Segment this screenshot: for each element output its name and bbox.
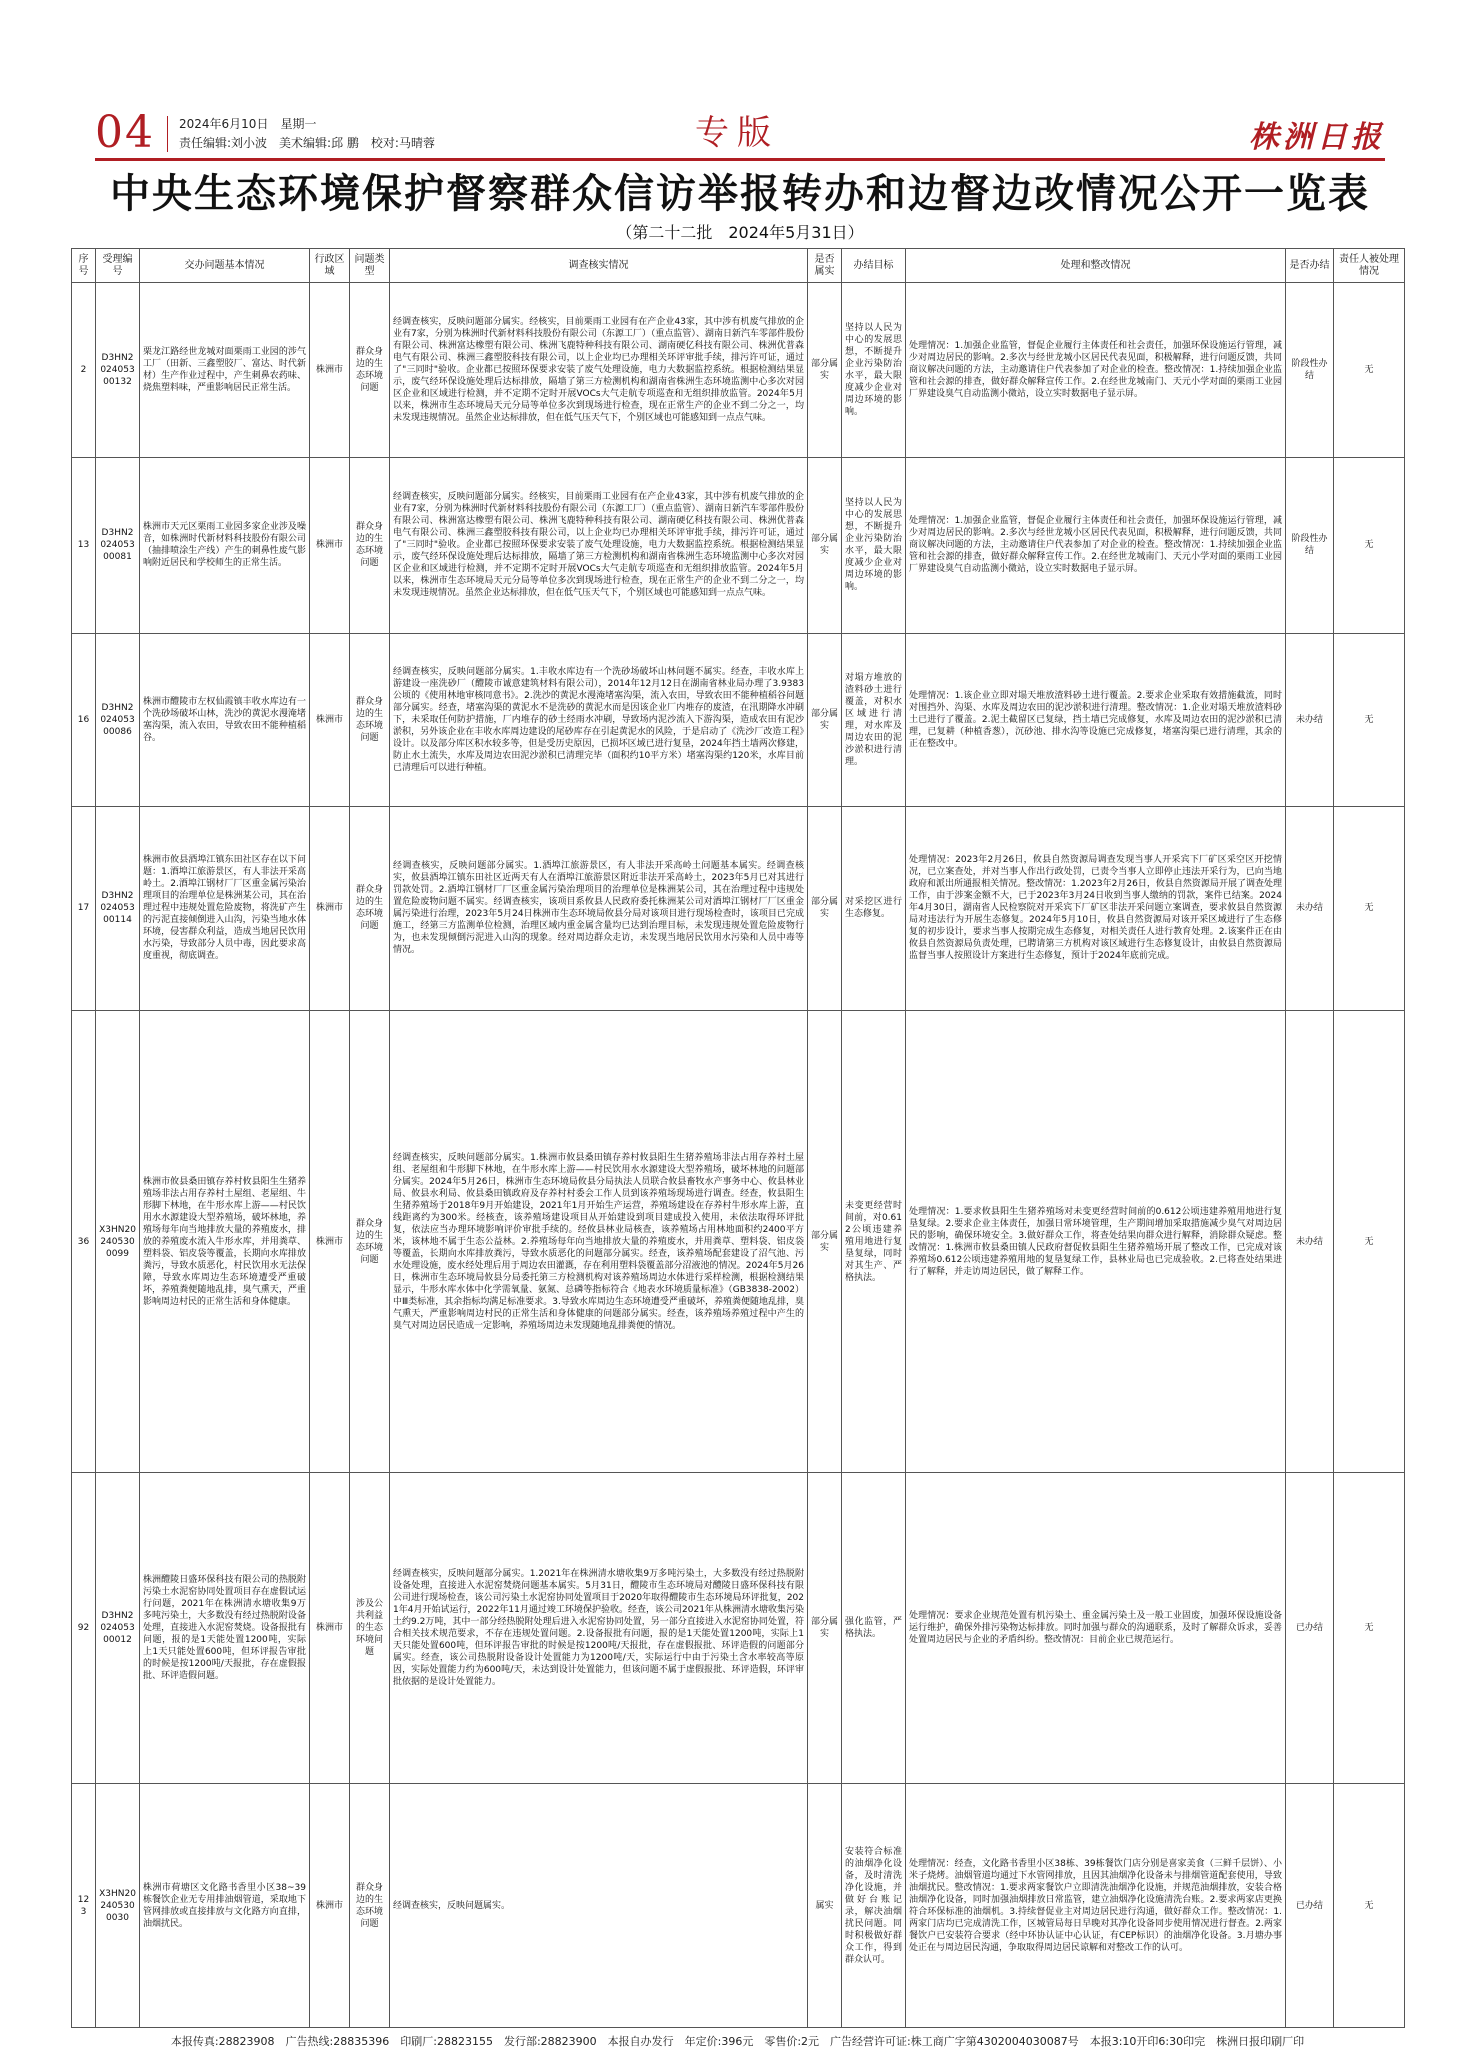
cell-accountability: 无	[1334, 283, 1405, 458]
cell-type: 涉及公共利益的生态环境问题	[350, 1473, 390, 1784]
table-row	[72, 283, 1405, 458]
header-accountability: 责任人被处理情况	[1334, 249, 1405, 283]
cell-seq: 36	[72, 1010, 96, 1473]
cell-id: X3HN202405300030	[96, 1784, 140, 2028]
cell-accountability: 无	[1334, 806, 1405, 1010]
cell-id: D3HN202405300086	[96, 633, 140, 806]
paper-logo: 株洲日报	[1249, 120, 1385, 155]
cell-true: 部分属实	[808, 1010, 842, 1473]
cell-problem: 株洲市荷塘区文化路书香里小区38~39栋餐饮企业无专用排油烟管道，采取地下管网排放或直接排放与文化路方向直排，油烟扰民。	[140, 1784, 310, 2028]
complaints-table	[71, 248, 1405, 2028]
cell-verify: 经调查核实，反映问题属实。	[390, 1784, 808, 2028]
cell-verify: 经调查核实，反映问题部分属实。1.株洲市攸县桑田镇存养村攸县阳生生猪养殖场非法占用存养村土屋组、老屋组和牛形脚下林地，在牛形水库上游——村民饮用水水源建设大型养殖场，破坏林地的问题部分属实。2024年5月26日，株洲市生态环境局攸县分局执法人员联合攸县畜牧水产事务中心、攸县林业局、攸县水利局、攸县桑田镇政府及存养村村委会工作人员到该养殖场现场进行调查。经查，攸县阳生生猪养殖场于2018年9月开始建设，2021年1月开始生产运营，养殖场建设在存养村牛形水库上游，直线距离约为300米。经核查，该养殖场建设项目从开始建设到项目建成投入使用，未依法取得环评批复，依法应当办理环境影响评价审批手续的。经攸县林业局核查，该养殖场占用林地面积约2400平方米，该林地不属于生态公益林。2.养殖场每年向当地排放大量的养殖废水，并用粪草、塑料袋、铝皮袋等覆盖，长期向水库排放粪污，导致水质恶化的问题部分属实。经查，该养殖场配套建设了沼气池、污水处理设施，废水经处理后用于周边农田灌溉，存在利用塑料袋覆盖部分沼液池的情况。2024年5月26日，株洲市生态环境局攸县分局委托第三方检测机构对该养殖场周边水体进行采样检测，根据检测结果显示，牛形水库水体中化学需氧量、氨氮、总磷等指标符合《地表水环境质量标准》（GB3838-2002）中Ⅲ类标准，其余指标均满足标准要求。3.导致水库周边生态环境遭受严重破坏，养殖粪便随地乱排，臭气熏天，严重影响周边村民的正常生活和身体健康的问题部分属实。经查，该养殖场养殖过程中产生的臭气对周边居民造成一定影响，养殖场周边未发现随地乱排粪便的情况。	[390, 1010, 808, 1473]
cell-done: 阶段性办结	[1286, 458, 1334, 633]
cell-verify: 经调查核实，反映问题部分属实。经核实，目前栗雨工业园有在产企业43家，其中涉有机废气排放的企业有7家，分别为株洲时代新材料科技股份有限公司（东源工厂）（重点监管）、湖南日新汽车零部件股份有限公司、株洲富达橡塑有限公司、株洲飞鹿特种科技有限公司、湖南硬亿科技有限公司、株洲优普森电气有限公司、株洲三鑫塑胶科技有限公司，以上企业均已办理相关环评审批手续，排污许可证，通过了"三同时"验收。企业都已按照环保要求安装了废气处理设施，电力大数据监控系统。根据检测结果显示，废气经环保设施处理后达标排放，隔墙了第三方检测机构和湖南省株洲生态环境监测中心多次对园区企业和区域进行检测，并不定期不定时开展VOCs大气走航专项巡查和无组织排放监管。2024年5月以来，株洲市生态环境局天元分局等单位多次到现场进行检查，现在正常生产的企业不到二分之一，均未发现违规情况。虽然企业达标排放，但在低气压天气下，个别区域也可能感知到一点点气味。	[390, 283, 808, 458]
table-row	[72, 806, 1405, 1010]
page-subtitle: （第二十二批 2024年5月31日）	[616, 223, 864, 242]
cell-true: 部分属实	[808, 1473, 842, 1784]
header-true: 是否属实	[808, 249, 842, 283]
cell-done: 已办结	[1286, 1473, 1334, 1784]
cell-goal: 对采挖区进行生态修复。	[842, 806, 906, 1010]
cell-accountability: 无	[1334, 458, 1405, 633]
cell-seq: 13	[72, 458, 96, 633]
cell-done: 未办结	[1286, 806, 1334, 1010]
section-name: 专版	[695, 113, 779, 153]
cell-accountability: 无	[1334, 633, 1405, 806]
cell-done: 未办结	[1286, 1010, 1334, 1473]
cell-goal: 未变更经营时间前，对0.612公顷违建养殖用地进行复垦复绿，同时对其生产、严格执法。	[842, 1010, 906, 1473]
header-goal: 办结目标	[842, 249, 906, 283]
header-type: 问题类型	[350, 249, 390, 283]
cell-problem: 栗龙江路经世龙城对面栗雨工业园的涉气工厂（田新、三鑫塑胶厂、富达、时代新材）生产作业过程中，产生刺鼻农药味、烧焦塑料味，严重影响居民正常生活。	[140, 283, 310, 458]
cell-handling: 处理情况：1.该企业立即对塌天堆放渣料砂土进行覆盖。2.要求企业采取有效措施截流，同时对围挡外、沟渠、水库及周边农田的泥沙淤积进行清理。整改情况：1.企业对塌天堆放渣料砂土已进行了覆盖。2.泥土截留区已复绿，挡土墙已完成修复，水库及周边农田的泥沙淤积已清理，已复耕（种植香葱），沉砂池、排水沟等设施已完成修复，堵塞沟渠已进行清理，其余的正在整改中。	[906, 633, 1286, 806]
table-row	[72, 458, 1405, 633]
page-number: 04	[95, 107, 155, 158]
cell-region: 株洲市	[310, 1784, 350, 2028]
table-row	[72, 1473, 1405, 1784]
cell-accountability: 无	[1334, 1784, 1405, 2028]
cell-region: 株洲市	[310, 806, 350, 1010]
cell-region: 株洲市	[310, 1473, 350, 1784]
cell-id: D3HN202405300132	[96, 283, 140, 458]
header-handling: 处理和整改情况	[906, 249, 1286, 283]
cell-id: D3HN202405300114	[96, 806, 140, 1010]
cell-done: 已办结	[1286, 1784, 1334, 2028]
cell-type: 群众身边的生态环境问题	[350, 633, 390, 806]
cell-id: X3HN202405300099	[96, 1010, 140, 1473]
page-footer: 本报传真:28823908 广告热线:28835396 印刷厂:28823155 发行部:28823900 本报自办发行 年定价:396元 零售价:2元 广告经营许可证:株工商广字第4302004030087号 本报3:10开印6:30印完 株洲日报印刷厂印	[170, 2035, 1305, 2048]
cell-true: 部分属实	[808, 283, 842, 458]
cell-problem: 株洲市攸县酒埠江镇东田社区存在以下问题：1.酒埠江旅游景区，有人非法开采高岭土。2.酒埠江钢材厂厂区重金属污染治理项目的治理单位是株洲某公司，其在治理过程中违规处置危险废物，将洗矿产生的污泥直接倾倒进入山沟，污染当地水体环境，侵害群众利益，造成当地居民饮用水污染，导致部分人员中毒，因此要求高度重视，彻底调查。	[140, 806, 310, 1010]
page-title: 中央生态环境保护督察群众信访举报转办和边督边改情况公开一览表	[110, 170, 1370, 217]
cell-id: D3HN202405300081	[96, 458, 140, 633]
cell-accountability: 无	[1334, 1473, 1405, 1784]
cell-seq: 2	[72, 283, 96, 458]
header-problem: 交办问题基本情况	[140, 249, 310, 283]
header-seq: 序号	[72, 249, 96, 283]
table-row	[72, 1010, 1405, 1473]
cell-accountability: 无	[1334, 1010, 1405, 1473]
cell-handling: 处理情况：1.加强企业监管，督促企业履行主体责任和社会责任，加强环保设施运行管理，减少对周边居民的影响。2.多次与经世龙城小区居民代表见面，积极解释，进行问题反馈，共同商议解决问题的方法，主动邀请住户代表参加了对企业的检查。整改情况：1.持续加强企业监管和社会源的排查，做好群众解释宣传工作。2.在经世龙城南门、天元小学对面的栗雨工业园厂界建设臭气自动监测小微站，设立实时数据电子显示屏。	[906, 283, 1286, 458]
masthead	[95, 107, 1385, 158]
cell-verify: 经调查核实，反映问题部分属实。经核实，目前栗雨工业园有在产企业43家，其中涉有机废气排放的企业有7家，分别为株洲时代新材料科技股份有限公司（东源工厂）（重点监管）、湖南日新汽车零部件股份有限公司、株洲富达橡塑有限公司、株洲飞鹿特种科技有限公司、湖南硬亿科技有限公司、株洲优普森电气有限公司、株洲三鑫塑胶科技有限公司，以上企业均已办理相关环评审批手续，排污许可证，通过了"三同时"验收。企业都已按照环保要求安装了废气处理设施，电力大数据监控系统。根据检测结果显示，废气经环保设施处理后达标排放，隔墙了第三方检测机构和湖南省株洲生态环境监测中心多次对园区企业和区域进行检测，并不定期不定时开展VOCs大气走航专项巡查和无组织排放监管。2024年5月以来，株洲市生态环境局天元分局等单位多次到现场进行检查，现在正常生产的企业不到二分之一，均未发现违规情况。虽然企业达标排放，但在低气压天气下，个别区域也可能感知到一点点气味。	[390, 458, 808, 633]
cell-type: 群众身边的生态环境问题	[350, 283, 390, 458]
cell-problem: 株洲市攸县桑田镇存养村攸县阳生生猪养殖场非法占用存养村土屋组、老屋组、牛形脚下林地，在牛形水库上游——村民饮用水水源建设大型养殖场，破坏林地，养殖场每年向当地排放大量的养殖废水，排放的养殖废水流入牛形水库，并用粪草、塑料袋、铝皮袋等覆盖，长期向水库排放粪污，导致水质恶化，村民饮用水无法保障，导致水库周边生态环境遭受严重破坏，养殖粪便随地乱排，臭气熏天，严重影响周边村民的正常生活和身体健康。	[140, 1010, 310, 1473]
cell-problem: 株洲醴陵日盛环保科技有限公司的热脱附污染土水泥窑协同处置项目存在虚假试运行问题，2021年在株洲清水塘收集9万多吨污染土，大多数没有经过热脱附设备处理，直接进入水泥窑焚烧。设备报批有问题，报的是1天能处置1200吨，实际上1天只能处置600吨，但环评报告审批的时候是按1200吨/天报批，存在虚假报批、环评造假问题。	[140, 1473, 310, 1784]
cell-type: 群众身边的生态环境问题	[350, 806, 390, 1010]
header-id: 受理编号	[96, 249, 140, 283]
cell-type: 群众身边的生态环境问题	[350, 1784, 390, 2028]
cell-handling: 处理情况：1.要求攸县阳生生猪养殖场对未变更经营时间前的0.612公顷违建养殖用地进行复垦复绿。2.要求企业主体责任，加强日常环境管理，生产期间增加采取措施减少臭气对周边居民的影响，确保环境安全。3.做好群众工作，将查处结果向群众进行解释，消除群众疑虑。整改情况：1.株洲市攸县桑田镇人民政府督促攸县阳生生猪养殖场开展了整改工作，已完成对该养殖场0.612公顷违建养殖用地的复垦复绿工作，县林业局也已完成验收。2.已将查处结果进行了解释，并走访周边居民，做了解释工作。	[906, 1010, 1286, 1473]
cell-verify: 经调查核实，反映问题部分属实。1.2021年在株洲清水塘收集9万多吨污染土，大多数没有经过热脱附设备处理，直接进入水泥窑焚烧问题基本属实。5月31日，醴陵市生态环境局对醴陵日盛环保科技有限公司进行现场检查，该公司污染土水泥窑协同处置项目于2020年取得醴陵市生态环境局环评批复，2021年4月开始试运行，2022年11月通过竣工环境保护验收。经查，该公司2021年从株洲清水塘收集污染土约9.2万吨，其中一部分经热脱附处理后进入水泥窑协同处置，另一部分直接进入水泥窑协同处置，符合相关技术规范要求，不存在违规处置问题。2.设备报批有问题，报的是1天能处置1200吨，实际上1天只能处置600吨，但环评报告审批的时候是按1200吨/天报批，存在虚假报批、环评造假的问题部分属实。经查，该公司热脱附设备设计处置能力为1200吨/天，实际运行中由于污染土含水率较高等原因，实际处置能力约为600吨/天，未达到设计处置能力，但该问题不属于虚假报批、环评造假，环评审批依据的是设计处置能力。	[390, 1473, 808, 1784]
header-verify: 调查核实情况	[390, 249, 808, 283]
date-line: 2024年6月10日 星期一	[179, 117, 317, 131]
cell-verify: 经调查核实，反映问题部分属实。1.酒埠江旅游景区，有人非法开采高岭土问题基本属实。经调查核实，攸县酒埠江镇东田社区近两天有人在酒埠江旅游景区附近非法开采高岭土，2023年5月已对其进行罚款处罚。2.酒埠江钢材厂厂区重金属污染治理项目的治理单位是株洲某公司，其在治理过程中违规处置危险废物问题不属实。经调查核实，该项目系攸县人民政府委托株洲某公司对酒埠江钢材厂厂区重金属污染进行治理，2023年5月24日株洲市生态环境局攸县分局对该项目进行现场检查时，该项目已完成施工，经第三方监测单位检测，治理区域内重金属含量均已达到治理目标，未发现违规处置危险废物行为，也未发现倾倒污泥进入山沟的现象。经对周边群众走访，未发现当地居民饮用水污染和人员中毒等情况。	[390, 806, 808, 1010]
cell-region: 株洲市	[310, 283, 350, 458]
cell-done: 阶段性办结	[1286, 283, 1334, 458]
cell-handling: 处理情况：1.加强企业监管，督促企业履行主体责任和社会责任，加强环保设施运行管理，减少对周边居民的影响。2.多次与经世龙城小区居民代表见面，积极解释，进行问题反馈，共同商议解决问题的方法，主动邀请住户代表参加了对企业的检查。整改情况：1.持续加强企业监管和社会源的排查，做好群众解释宣传工作。2.在经世龙城南门、天元小学对面的栗雨工业园厂界建设臭气自动监测小微站，设立实时数据电子显示屏。	[906, 458, 1286, 633]
header-done: 是否办结	[1286, 249, 1334, 283]
cell-seq: 16	[72, 633, 96, 806]
masthead-info	[179, 115, 435, 153]
cell-true: 部分属实	[808, 458, 842, 633]
cell-verify: 经调查核实，反映问题部分属实。1.丰收水库边有一个洗砂场破坏山林问题不属实。经查，丰收水库上游建设一座洗砂厂（醴陵市诚意建筑材料有限公司），2014年12月12日在湖南省林业局办理了3.9383公顷的《使用林地审核同意书》。2.洗沙的黄泥水漫淹堵塞沟渠，流入农田，导致农田不能种植稻谷问题部分属实。经查，堵塞沟渠的黄泥水不是洗砂的黄泥水而是因该企业厂内堆存的废渣，在汛期降水冲刷下，未采取任何防护措施，厂内堆存的砂土经雨水冲刷，导致场内泥沙流入下游沟渠，造成农田有泥沙淤积，另外该企业在丰收水库周边建设的尾砂库存在引起黄泥水的风险，于是启动了《洗沙厂改造工程》设计。以及部分库区积水较多等，但是受历史原因，已损坏区域已进行复垦，2024年挡土墙两次修建，防止水土流失，水库及周边农田泥沙淤积已清理完毕（面积约10平方米）堵塞沟渠约120米，水库目前已清理后可以进行种植。	[390, 633, 808, 806]
cell-handling: 处理情况：要求企业规范处置有机污染土、重金属污染土及一般工业固废，加强环保设施设备运行维护，确保外排污染物达标排放。同时加强与群众的沟通联系，及时了解群众诉求，妥善处置周边居民与企业的矛盾纠纷。整改情况：目前企业已规范运行。	[906, 1473, 1286, 1784]
table-row	[72, 633, 1405, 806]
cell-region: 株洲市	[310, 1010, 350, 1473]
cell-handling: 处理情况：2023年2月26日，攸县自然资源局调查发现当事人开采宾下厂矿区采空区开挖情况，已立案查处，并对当事人作出行政处罚，已责令当事人立即停止违法开采行为，已向当地政府和派出所通报相关情况。整改情况：1.2023年2月26日，攸县自然资源局开展了调查处理工作，由于涉案金额不大，已于2023年3月24日收到当事人缴纳的罚款，案件已结案。2024年4月30日，湖南省人民检察院对开采宾下厂矿区非法开采问题立案调查，要求攸县自然资源局对违法行为开展生态修复。2024年5月10日，攸县自然资源局对该开采区域进行了生态修复的初步设计，要求当事人按期完成生态修复，对相关责任人进行教育处理。2.该案件正在由攸县自然资源局负责处理，已聘请第三方机构对该区域进行生态修复设计，由攸县自然资源局监督当事人按照设计方案进行生态修复，预计于2024年底前完成。	[906, 806, 1286, 1010]
masthead-rule	[95, 158, 1385, 161]
table-header-row	[72, 249, 1405, 283]
masthead-divider	[167, 116, 168, 152]
cell-type: 群众身边的生态环境问题	[350, 1010, 390, 1473]
cell-problem: 株洲市天元区栗雨工业园多家企业涉及噪音，如株洲时代新材料科技股份有限公司（抽排喷涂生产线）产生的刺鼻性废气影响附近居民和学校师生的正常生活。	[140, 458, 310, 633]
cell-goal: 坚持以人民为中心的发展思想，不断提升企业污染防治水平，最大限度减少企业对周边环境的影响。	[842, 283, 906, 458]
cell-goal: 对塌方堆放的渣料砂土进行覆盖，对积水区域进行清理，对水库及周边农田的泥沙淤积进行清理。	[842, 633, 906, 806]
cell-problem: 株洲市醴陵市左权仙霞镇丰收水库边有一个洗砂场破坏山林，洗沙的黄泥水漫淹堵塞沟渠，流入农田，导致农田不能种植稻谷。	[140, 633, 310, 806]
header-region: 行政区域	[310, 249, 350, 283]
cell-region: 株洲市	[310, 633, 350, 806]
cell-seq: 92	[72, 1473, 96, 1784]
cell-seq: 123	[72, 1784, 96, 2028]
table-row	[72, 1784, 1405, 2028]
cell-done: 未办结	[1286, 633, 1334, 806]
cell-true: 部分属实	[808, 806, 842, 1010]
cell-goal: 安装符合标准的油烟净化设备，及时清洗净化设施，并做好台账记录，解决油烟扰民问题。同时积极做好群众工作，得到群众认可。	[842, 1784, 906, 2028]
cell-goal: 强化监管，严格执法。	[842, 1473, 906, 1784]
cell-true: 部分属实	[808, 633, 842, 806]
cell-region: 株洲市	[310, 458, 350, 633]
cell-type: 群众身边的生态环境问题	[350, 458, 390, 633]
cell-id: D3HN202405300012	[96, 1473, 140, 1784]
cell-seq: 17	[72, 806, 96, 1010]
cell-true: 属实	[808, 1784, 842, 2028]
cell-goal: 坚持以人民为中心的发展思想，不断提升企业污染防治水平，最大限度减少企业对周边环境的影响。	[842, 458, 906, 633]
editors-line: 责任编辑:刘小波 美术编辑:邱 鹏 校对:马晴蓉	[179, 136, 435, 150]
cell-handling: 处理情况：经查，文化路书香里小区38栋、39栋餐饮门店分别是喜家美食（三鲜千层饼）、小米子烧烤。油烟管道均通过下水管网排放，且因其油烟净化设备未与排烟管道配套使用，导致油烟扰民。整改情况：1.要求两家餐饮户立即清洗油烟净化设施，并规范油烟排放，安装合格油烟净化设备，同时加强油烟排放日常监管，建立油烟净化设施清洗台账。2.要求两家店更换符合环保标准的油烟机。3.持续督促业主对周边居民进行沟通，做好群众工作。整改情况：1.两家门店均已完成清洗工作，区城管局每日早晚对其净化设备同步使用情况进行督查。2.两家餐饮户已安装符合要求（经中环协认证中心认证，有CEP标识）的油烟净化设备。3.月塘办事处正在与周边居民沟通，争取取得周边居民谅解和对整改工作的认可。	[906, 1784, 1286, 2028]
